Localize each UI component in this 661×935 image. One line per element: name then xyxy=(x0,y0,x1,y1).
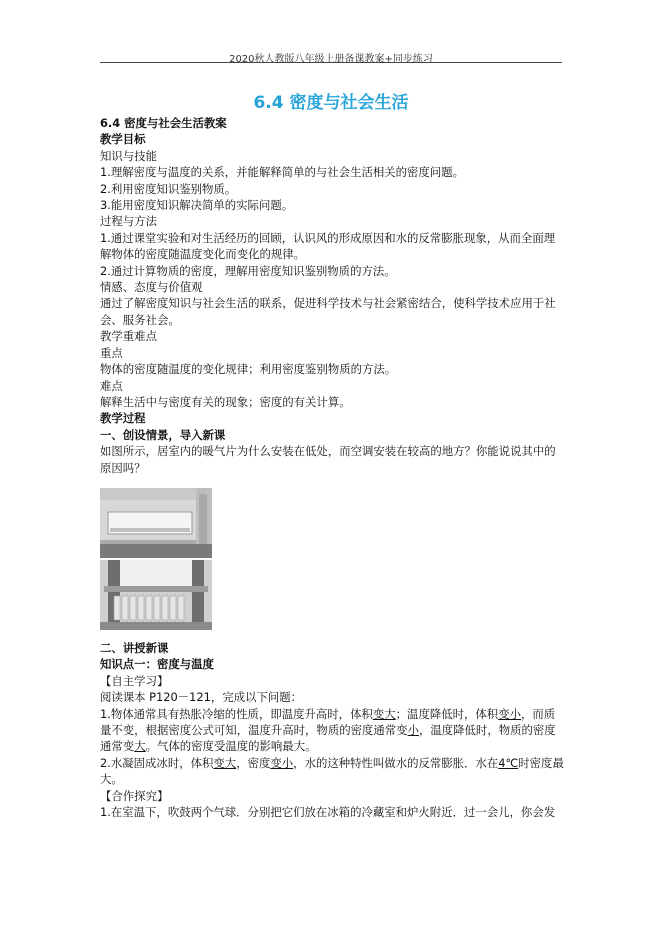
difficulty-heading: 教学重难点 xyxy=(100,329,157,344)
knowledge-item-1: 1.理解密度与温度的关系，并能解释简单的与社会生活相关的密度问题。 xyxy=(100,165,464,180)
goals-heading: 教学目标 xyxy=(100,132,146,147)
hard-text: 解释生活中与密度有关的现象；密度的有关计算。 xyxy=(100,394,351,409)
document-body xyxy=(100,115,565,820)
reading-instruction: 阅读课本 P120－121，完成以下问题： xyxy=(100,690,303,705)
key-text: 物体的密度随温度的变化规律；利用密度鉴别物质的方法。 xyxy=(100,362,397,377)
hard-heading: 难点 xyxy=(100,378,123,393)
question-1: 1.物体通常具有热胀冷缩的性质，即温度升高时，体积变大；温度降低时，体积变小，而质量不变，根据密度公式可知，温度升高时，物质的密度通常变小，温度降低时，物质的密度通常变大。气体的密度受温度的影响最大。 xyxy=(100,706,556,754)
air-conditioner-photo xyxy=(100,488,212,558)
emotion-text: 通过了解密度知识与社会生活的联系，促进科学技术与社会紧密结合，使科学技术应用于社会、服务社会。 xyxy=(100,296,556,327)
emotion-heading: 情感、态度与价值观 xyxy=(100,280,203,295)
step2-heading: 二、讲授新课 xyxy=(100,640,169,655)
process-item-1: 1.通过课堂实验和对生活经历的回顾，认识风的形成原因和水的反常膨胀现象，从而全面理解物体的密度随温度变化而变化的规律。 xyxy=(100,230,556,262)
figure-group xyxy=(100,488,212,630)
step1-text: 如图所示，居室内的暖气片为什么安装在低处，而空调安装在较高的地方？你能说说其中的原因吗？ xyxy=(100,444,556,475)
cooperation-item-1: 1.在室温下，吹鼓两个气球．分别把它们放在冰箱的冷藏室和炉火附近．过一会儿，你会发 xyxy=(100,805,556,819)
self-study-label: 【自主学习】 xyxy=(100,673,169,688)
cooperation-label: 【合作探究】 xyxy=(100,788,169,803)
lesson-heading: 6.4 密度与社会生活教案 xyxy=(100,116,227,130)
knowledge-item-2: 2.利用密度知识鉴别物质。 xyxy=(100,181,237,196)
process-heading: 过程与方法 xyxy=(100,214,157,229)
process-item-2: 2.通过计算物质的密度，理解用密度知识鉴别物质的方法。 xyxy=(100,263,396,278)
question-2: 2.水凝固成冰时，体积变大，密度变小，水的这种特性叫做水的反常膨胀．水在4℃时密度最大。 xyxy=(100,755,564,787)
teaching-process-heading: 教学过程 xyxy=(100,411,146,426)
key-heading: 重点 xyxy=(100,345,123,360)
header-divider xyxy=(100,62,562,63)
knowledge-item-3: 3.能用密度知识解决简单的实际问题。 xyxy=(100,198,294,213)
page-header: 2020秋人教版八年级上册备课教案+同步练习 xyxy=(229,54,433,65)
step1-heading: 一、创设情景，导入新课 xyxy=(100,427,226,442)
page-title: 6.4 密度与社会生活 xyxy=(253,93,409,113)
knowledge-heading: 知识与技能 xyxy=(100,148,157,163)
point1-heading: 知识点一：密度与温度 xyxy=(100,657,214,672)
radiator-photo xyxy=(100,560,212,630)
